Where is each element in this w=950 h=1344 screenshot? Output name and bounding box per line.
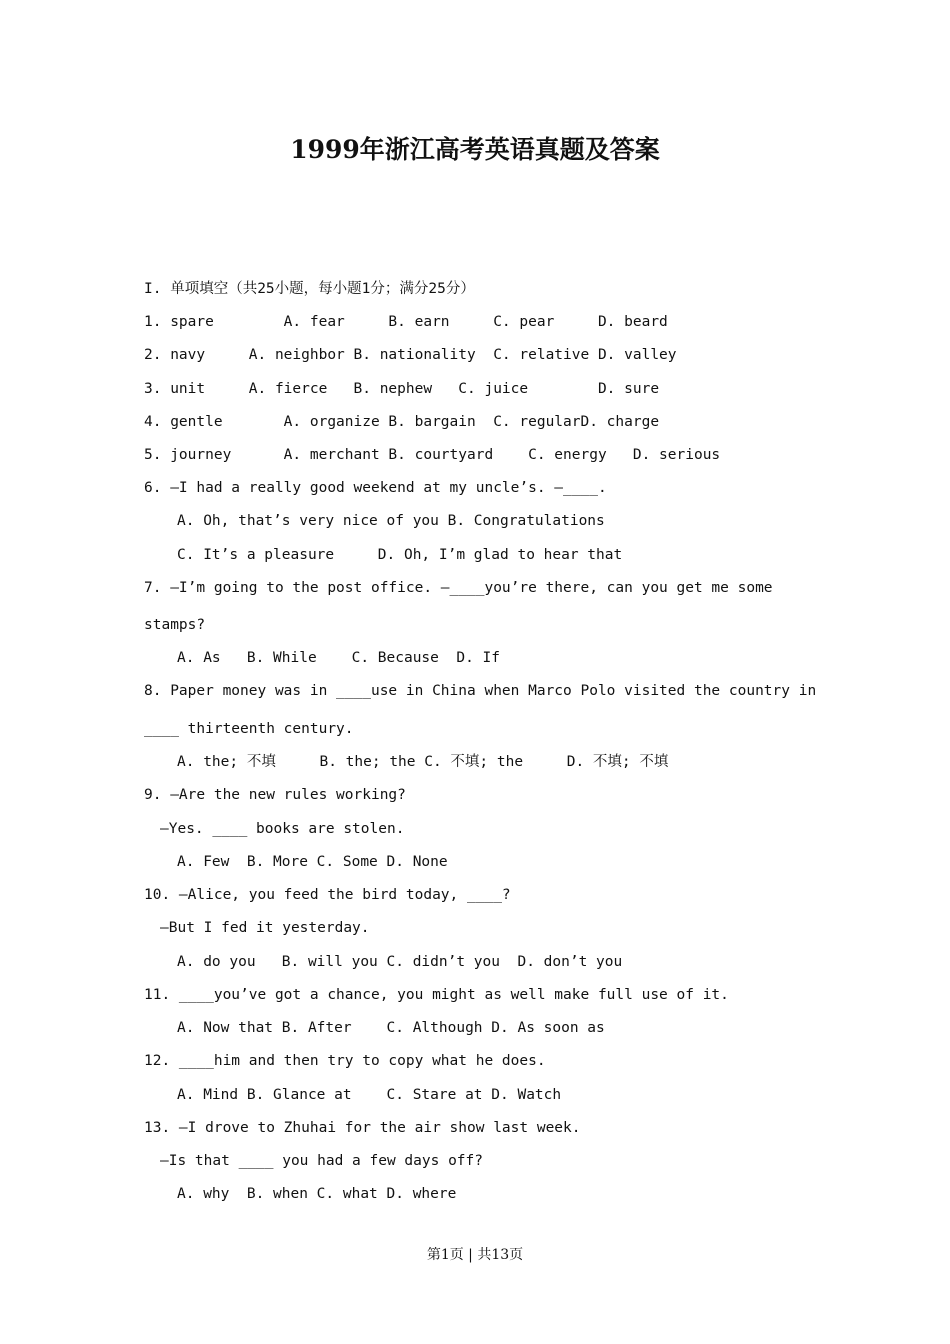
question-line: 6. —I had a really good weekend at my uncle’s. —____. [144,480,607,496]
option-line: A. Now that B. After C. Although D. As soon as [177,1020,605,1036]
option-line: C. It’s a pleasure D. Oh, I’m glad to hear that [177,547,623,563]
option-line: A. Oh, that’s very nice of you B. Congratulations [177,513,605,529]
question-line: 12. ____him and then try to copy what he does. [144,1053,546,1069]
option-line: A. Few B. More C. Some D. None [177,854,448,870]
option-line: A. do you B. will you C. didn’t you D. don’t you [177,954,623,970]
question-line: 3. unit A. fierce B. nephew C. juice D. sure [144,381,660,397]
question-line: 11. ____you’ve got a chance, you might as well make full use of it. [144,987,729,1003]
option-line: A. the; 不填 B. the; the C. 不填; the D. 不填; 不填 [177,754,669,770]
option-line: A. Mind B. Glance at C. Stare at D. Watch [177,1087,562,1103]
section-heading: I. 单项填空（共25小题，每小题1分；满分25分） [144,281,475,297]
question-line: 4. gentle A. organize B. bargain C. regularD. charge [144,414,660,430]
question-line: 1. spare A. fear B. earn C. pear D. beard [144,314,668,330]
question-line: 2. navy A. neighbor B. nationality C. relative D. valley [144,347,677,363]
question-line: 8. Paper money was in ____use in China when Marco Polo visited the country in [144,683,817,699]
dialogue-line: —But I fed it yesterday. [160,920,370,936]
document-title: 1999年浙江高考英语真题及答案 [290,135,660,164]
question-line: 10. —Alice, you feed the bird today, ____? [144,887,511,903]
question-line-continued: stamps? [144,617,206,633]
dialogue-line: —Is that ____ you had a few days off? [160,1153,484,1169]
question-line: 13. —I drove to Zhuhai for the air show last week. [144,1120,581,1136]
question-line: 9. —Are the new rules working? [144,787,406,803]
option-line: A. why B. when C. what D. where [177,1186,457,1202]
question-line: 7. —I’m going to the post office. —____you’re there, can you get me some [144,580,773,596]
page-footer: 第1页 | 共13页 [426,1247,524,1263]
question-line-continued: ____ thirteenth century. [144,721,354,737]
question-line: 5. journey A. merchant B. courtyard C. energy D. serious [144,447,721,463]
dialogue-line: —Yes. ____ books are stolen. [160,821,405,837]
option-line: A. As B. While C. Because D. If [177,650,501,666]
